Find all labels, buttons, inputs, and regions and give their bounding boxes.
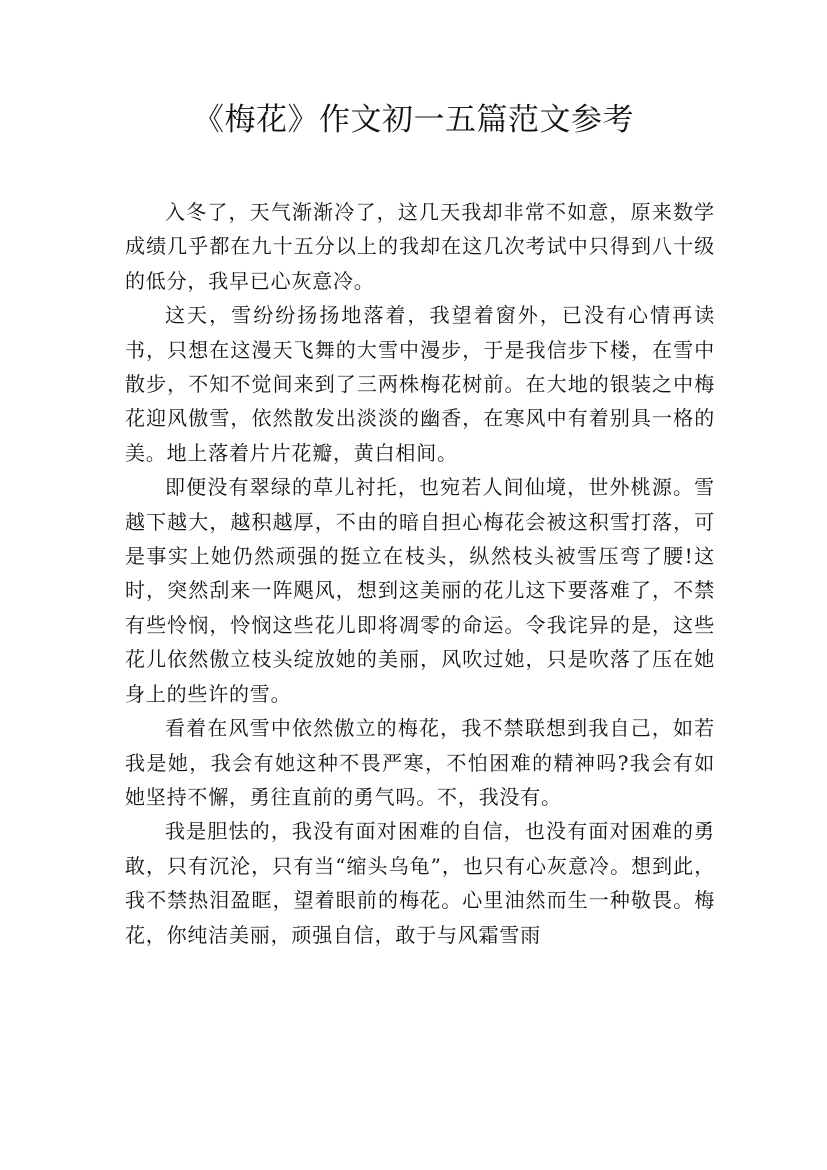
paragraph-2: 这天，雪纷纷扬扬地落着，我望着窗外，已没有心情再读书，只想在这漫天飞舞的大雪中漫步，于是我信步下楼，在雪中散步，不知不觉间来到了三两株梅花树前。在大地的银装之中梅花迎风傲雪，依然散发出淡淡的幽香，在寒风中有着别具一格的美。地上落着片片花瓣，黄白相间。 — [125, 303, 715, 465]
document-title: 《梅花》作文初一五篇范文参考 — [193, 102, 634, 138]
paragraph-5: 我是胆怯的，我没有面对困难的自信，也没有面对困难的勇敢，只有沉沦，只有当“缩头乌龟”，也只有心灰意冷。想到此，我不禁热泪盈眶，望着眼前的梅花。心里油然而生一种敬畏。梅花，你纯洁美丽，顽强自信，敢于与风霜雪雨 — [125, 819, 715, 947]
paragraph-1: 入冬了，天气渐渐冷了，这几天我却非常不如意，原来数学成绩几乎都在九十五分以上的我却在这几次考试中只得到八十级的低分，我早已心灰意冷。 — [125, 200, 715, 293]
paragraph-4: 看着在风雪中依然傲立的梅花，我不禁联想到我自己，如若我是她，我会有她这种不畏严寒，不怕困难的精神吗?我会有如她坚持不懈，勇往直前的勇气吗。不，我没有。 — [125, 716, 715, 809]
document-body — [125, 195, 715, 952]
paragraph-3: 即便没有翠绿的草儿衬托，也宛若人间仙境，世外桃源。雪越下越大，越积越厚，不由的暗自担心梅花会被这积雪打落，可是事实上她仍然顽强的挺立在枝头，纵然枝头被雪压弯了腰!这时，突然刮来一阵飓风，想到这美丽的花儿这下要落难了，不禁有些怜悯，怜悯这些花儿即将凋零的命运。令我诧异的是，这些花儿依然傲立枝头绽放她的美丽，风吹过她，只是吹落了压在她身上的些许的雪。 — [125, 475, 715, 706]
